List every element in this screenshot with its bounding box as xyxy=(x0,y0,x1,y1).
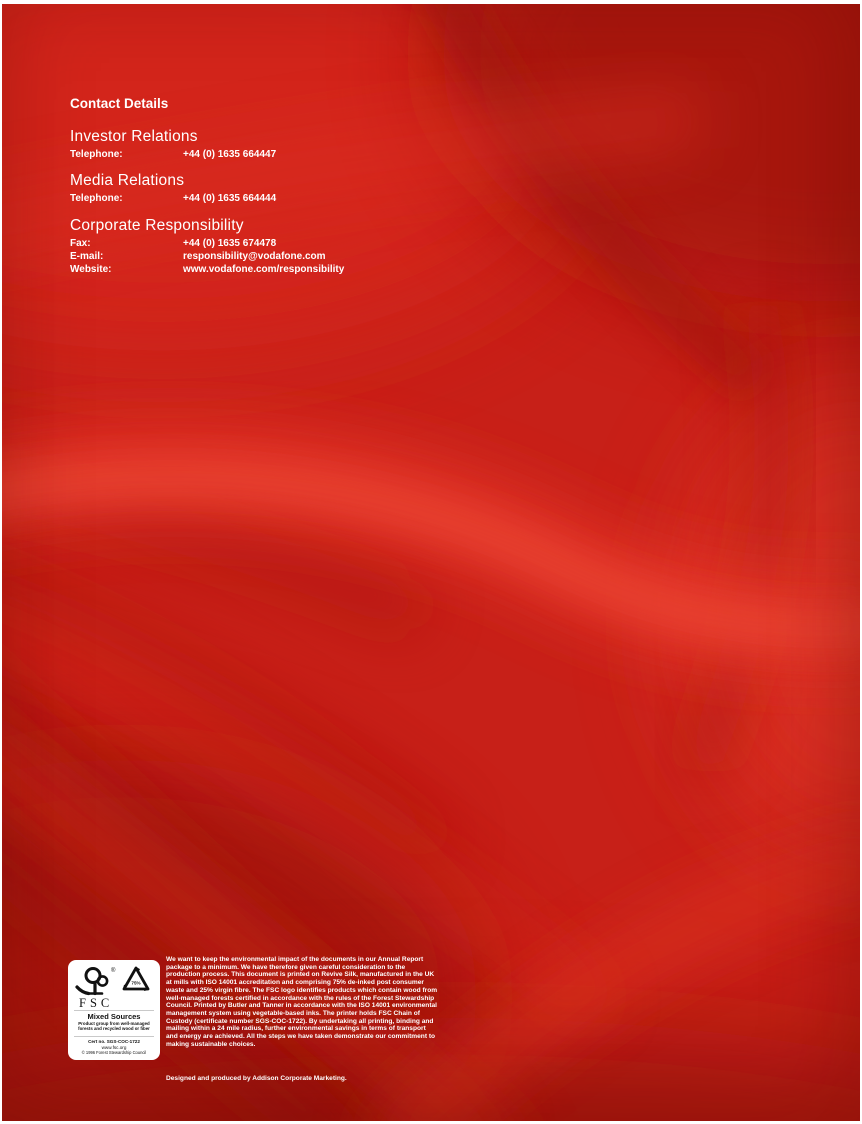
contact-details-title: Contact Details xyxy=(70,96,169,111)
fsc-mixed-sources-title: Mixed Sources xyxy=(87,1012,141,1021)
fax-row xyxy=(70,238,470,251)
media-relations-heading: Media Relations xyxy=(70,172,185,189)
media-telephone-row xyxy=(70,193,470,206)
telephone-label: Telephone: xyxy=(70,193,123,204)
website-label: Website: xyxy=(70,263,112,275)
fsc-tree-and-recycle-icon xyxy=(74,964,154,998)
fsc-copyright: © 1996 Forest Stewardship Council xyxy=(81,1050,147,1056)
registered-trademark-icon: ® xyxy=(111,968,116,974)
telephone-value: +44 (0) 1635 664444 xyxy=(183,193,277,204)
fsc-divider xyxy=(74,1036,154,1037)
fsc-label xyxy=(68,960,160,1060)
email-row xyxy=(70,251,470,264)
telephone-value: +44 (0) 1635 664447 xyxy=(183,149,277,160)
fsc-tree-icon xyxy=(77,969,107,994)
email-label: E-mail: xyxy=(70,250,104,262)
fsc-website: www.fsc.org xyxy=(101,1044,127,1050)
fsc-acronym: FSC xyxy=(79,996,114,1010)
fax-value: +44 (0) 1635 674478 xyxy=(183,238,277,249)
section-media-relations xyxy=(70,172,470,206)
design-credit: Designed and produced by Addison Corporate Marketing. xyxy=(166,1075,347,1082)
fsc-product-group-text: Product group from well-managed forests and recycled wood or fiber xyxy=(78,1021,150,1032)
telephone-label: Telephone: xyxy=(70,149,123,160)
website-value: www.vodafone.com/responsibility xyxy=(183,263,345,275)
environmental-statement: We want to keep the environmental impact of the documents in our Annual Report package to a minimum. We have therefore given careful consideration to the production process. This document is printed on Revive Silk, manufactured in the UK at mills with ISO 14001 accreditation and comprising 75% de-inked post consumer waste and 25% virgin fibre. The FSC logo identifies products which contain wood from well-managed forests certified in accordance with the rules of the Forest Stewardship Council. Printed by Butler and Tanner in accordance with the ISO 14001 environmental management system using vegetable-based inks. The printer holds FSC Chain of Custody (certificate number SGS-COC-1722). By undertaking all printing, binding and mailing within a 24 mile radius, further environmental savings in terms of transport and energy are achieved. All the steps we have taken demonstrate our commitment to making sustainable choices. xyxy=(166,956,438,1048)
fsc-cert-number: Cert no. SGS-COC-1722 xyxy=(88,1039,140,1044)
email-value: responsibility@vodafone.com xyxy=(183,250,326,262)
recycle-percent-text: 75% xyxy=(131,980,141,986)
fsc-certification-block xyxy=(70,1039,158,1056)
fax-label: Fax: xyxy=(70,238,91,249)
fsc-divider xyxy=(74,1010,154,1011)
recycle-triangle-icon xyxy=(124,968,148,990)
corporate-responsibility-heading: Corporate Responsibility xyxy=(70,217,244,234)
investor-telephone-row xyxy=(70,149,470,162)
website-row xyxy=(70,264,470,277)
section-investor-relations xyxy=(70,128,470,162)
section-corporate-responsibility xyxy=(70,217,470,276)
investor-relations-heading: Investor Relations xyxy=(70,128,198,145)
